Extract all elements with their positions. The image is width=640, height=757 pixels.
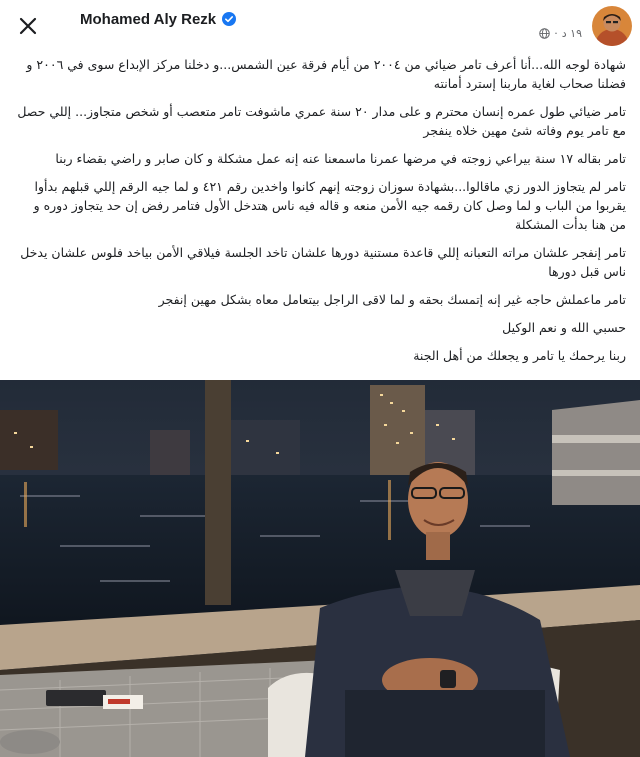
post-paragraph: حسبي الله و نعم الوكيل — [502, 320, 626, 335]
avatar[interactable] — [592, 6, 632, 46]
post-meta — [539, 27, 582, 40]
post-paragraph: تامر إنفجر علشان مراته التعبانه إللي قاعدة مستنية دورها علشان تاخد الجلسة فيلاقي الأمن بياخد فلوس علشان يدخل ناس قبل دورها — [20, 245, 626, 279]
post-paragraph: تامر بقاله ١٧ سنة بيراعي زوجته في مرضها عمرنا ماسمعنا عنه إنه عمل مشكلة و كان صابر و راضي بقضاء ربنا — [55, 151, 626, 166]
post-timestamp[interactable]: ١٩ د — [561, 27, 582, 40]
post-paragraph: ربنا يرحمك يا تامر و يجعلك من أهل الجنة — [413, 348, 626, 363]
post-paragraph: تامر ماعملش حاجه غير إنه إتمسك بحقه و لما لاقى الراجل بيتعامل معاه بشكل مهين إنفجر — [158, 292, 626, 307]
close-button[interactable] — [14, 12, 42, 40]
globe-icon — [539, 28, 550, 39]
post-header — [0, 0, 640, 52]
separator-dot: · — [554, 27, 558, 40]
post-photo[interactable] — [0, 380, 640, 757]
post-text — [14, 55, 626, 374]
post-paragraph: شهادة لوجه الله...أنا أعرف تامر ضيائي من ٢٠٠٤ من أيام فرقة عين الشمس...و دخلنا مركز الإبداع سوى في ٢٠٠٦ و فضلنا صحاب لغاية ماربنا إسترد أمانته — [26, 57, 626, 91]
post-paragraph: تامر لم يتجاوز الدور زي ماقالوا...بشهادة سوزان زوجته إنهم كانوا واخدين رقم ٤٢١ و لما جيه الرقم إللي قبلهم بدأوا يقربوا من الباب و لما وصل كان رقمه جيه الأمن منعه و قاله فيه ناس هتدخل الأول فتامر رفض إن حد يتجاوز دوره و من هنا بدأت المشكلة — [33, 179, 626, 232]
author — [80, 9, 236, 29]
close-icon — [19, 17, 37, 35]
author-name[interactable]: Mohamed Aly Rezk — [80, 10, 217, 28]
verified-badge-icon — [222, 12, 236, 26]
post-paragraph: تامر ضيائي طول عمره إنسان محترم و على مدار ٢٠ سنة عمري ماشوفت تامر متعصب أو شخص متجاوز... إللي حصل مع تامر يوم وفاته شئ مهين خلاه ينفجر — [17, 104, 626, 138]
